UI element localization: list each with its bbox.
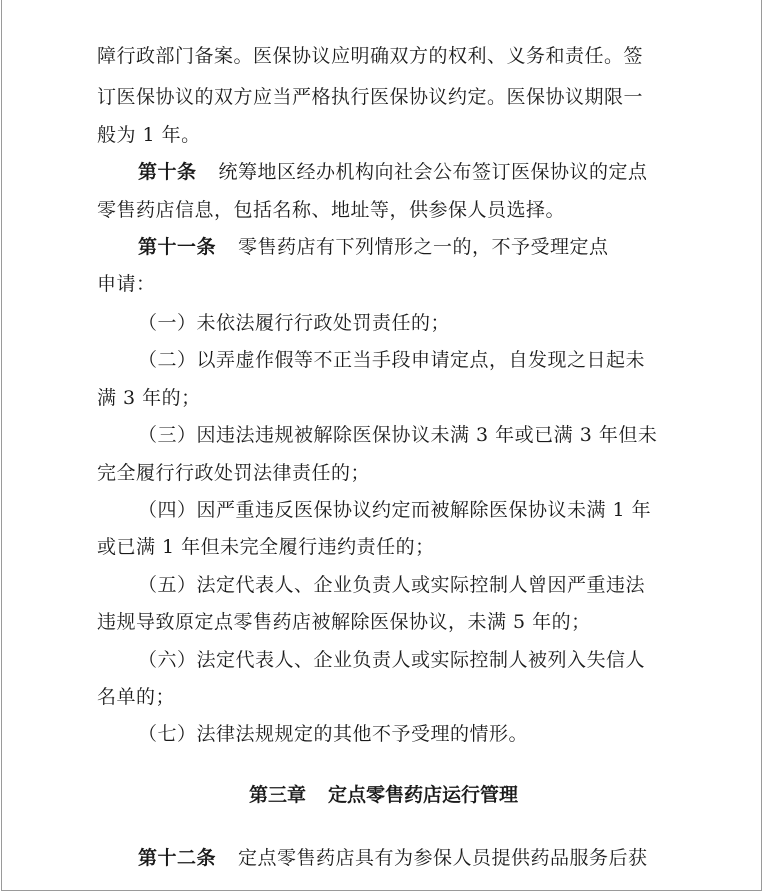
article-10-label: 第十条: [138, 161, 197, 183]
article-10: [138, 160, 648, 184]
list-item: （一）未依法履行行政处罚责任的；: [138, 312, 451, 334]
article-10-text: 统筹地区经办机构向社会公布签订医保协议的定点: [218, 161, 648, 183]
paragraph-line: 般为 1 年。: [97, 124, 201, 146]
list-item-continuation: 满 3 年的；: [97, 387, 201, 409]
list-item: （七）法律法规规定的其他不予受理的情形。: [138, 723, 529, 745]
chapter-number: 第三章: [248, 784, 306, 806]
chapter-title: 定点零售药店运行管理: [328, 784, 519, 806]
list-item-continuation: 违规导致原定点零售药店被解除医保协议，未满 5 年的；: [97, 611, 591, 633]
list-item: （六）法定代表人、企业负责人或实际控制人被列入失信人: [138, 649, 646, 671]
article-11-label: 第十一条: [138, 236, 217, 258]
paragraph-line: 订医保协议的双方应当严格执行医保协议约定。医保协议期限一: [97, 86, 644, 108]
article-11-continuation: 申请：: [97, 273, 156, 295]
article-12-label: 第十二条: [138, 847, 217, 869]
list-item: （三）因违法违规被解除医保协议未满 3 年或已满 3 年但未: [138, 424, 658, 446]
list-item-continuation: 完全履行行政处罚法律责任的；: [97, 462, 371, 484]
chapter-heading: [97, 783, 670, 807]
article-10-continuation: 零售药店信息，包括名称、地址等，供参保人员选择。: [97, 199, 566, 221]
list-item-continuation: 或已满 1 年但未完全履行违约责任的；: [97, 536, 435, 558]
list-item: （四）因严重违反医保协议约定而被解除医保协议未满 1 年: [138, 499, 652, 521]
paragraph-line: 障行政部门备案。医保协议应明确双方的权利、义务和责任。签: [97, 45, 644, 67]
article-12-text: 定点零售药店具有为参保人员提供药品服务后获: [238, 847, 648, 869]
article-11-text: 零售药店有下列情形之一的，不予受理定点: [238, 236, 609, 258]
list-item: （二）以弄虚作假等不正当手段申请定点，自发现之日起未: [138, 349, 646, 371]
article-12: [138, 846, 648, 870]
list-item-continuation: 名单的；: [97, 686, 176, 708]
article-11: [138, 235, 609, 259]
list-item: （五）法定代表人、企业负责人或实际控制人曾因严重违法: [138, 574, 646, 596]
